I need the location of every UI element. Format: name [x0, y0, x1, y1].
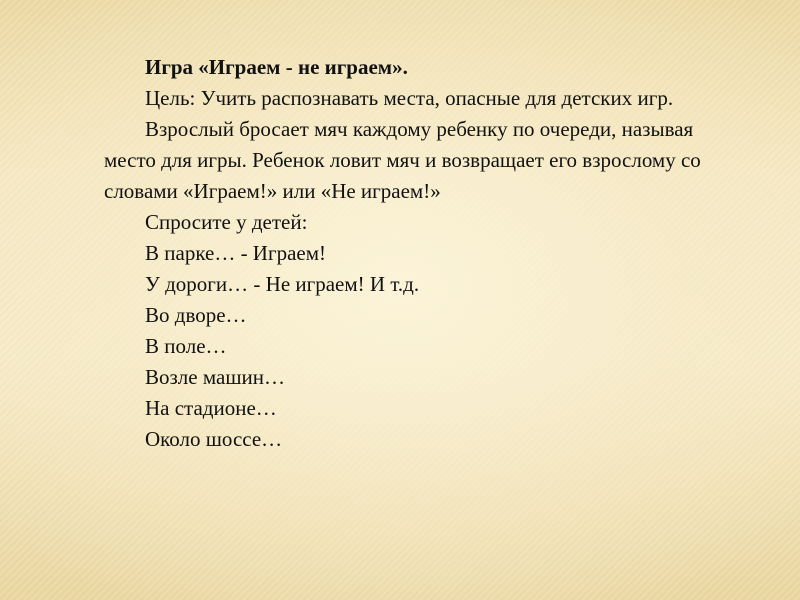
example-line: Около шоссе… [145, 427, 283, 451]
example-line: Возле машин… [145, 365, 285, 389]
example-line: В парке… - Играем! [145, 241, 327, 265]
game-goal: Цель: Учить распознавать места, опасные для детских игр. [145, 86, 674, 110]
example-line: В поле… [145, 334, 227, 358]
slide-text-body [104, 52, 744, 455]
game-description: Взрослый бросает мяч каждому ребенку по очереди, называя место для игры. Ребенок ловит мяч и возвращает его взрослому со словами «Играем!» или «Не играем!» [104, 117, 701, 203]
example-line: Во дворе… [145, 303, 247, 327]
example-line: У дороги… - Не играем! И т.д. [145, 272, 420, 296]
example-line: На стадионе… [145, 396, 277, 420]
game-title: Игра «Играем - не играем». [145, 55, 408, 79]
question-prompt: Спросите у детей: [145, 210, 308, 234]
